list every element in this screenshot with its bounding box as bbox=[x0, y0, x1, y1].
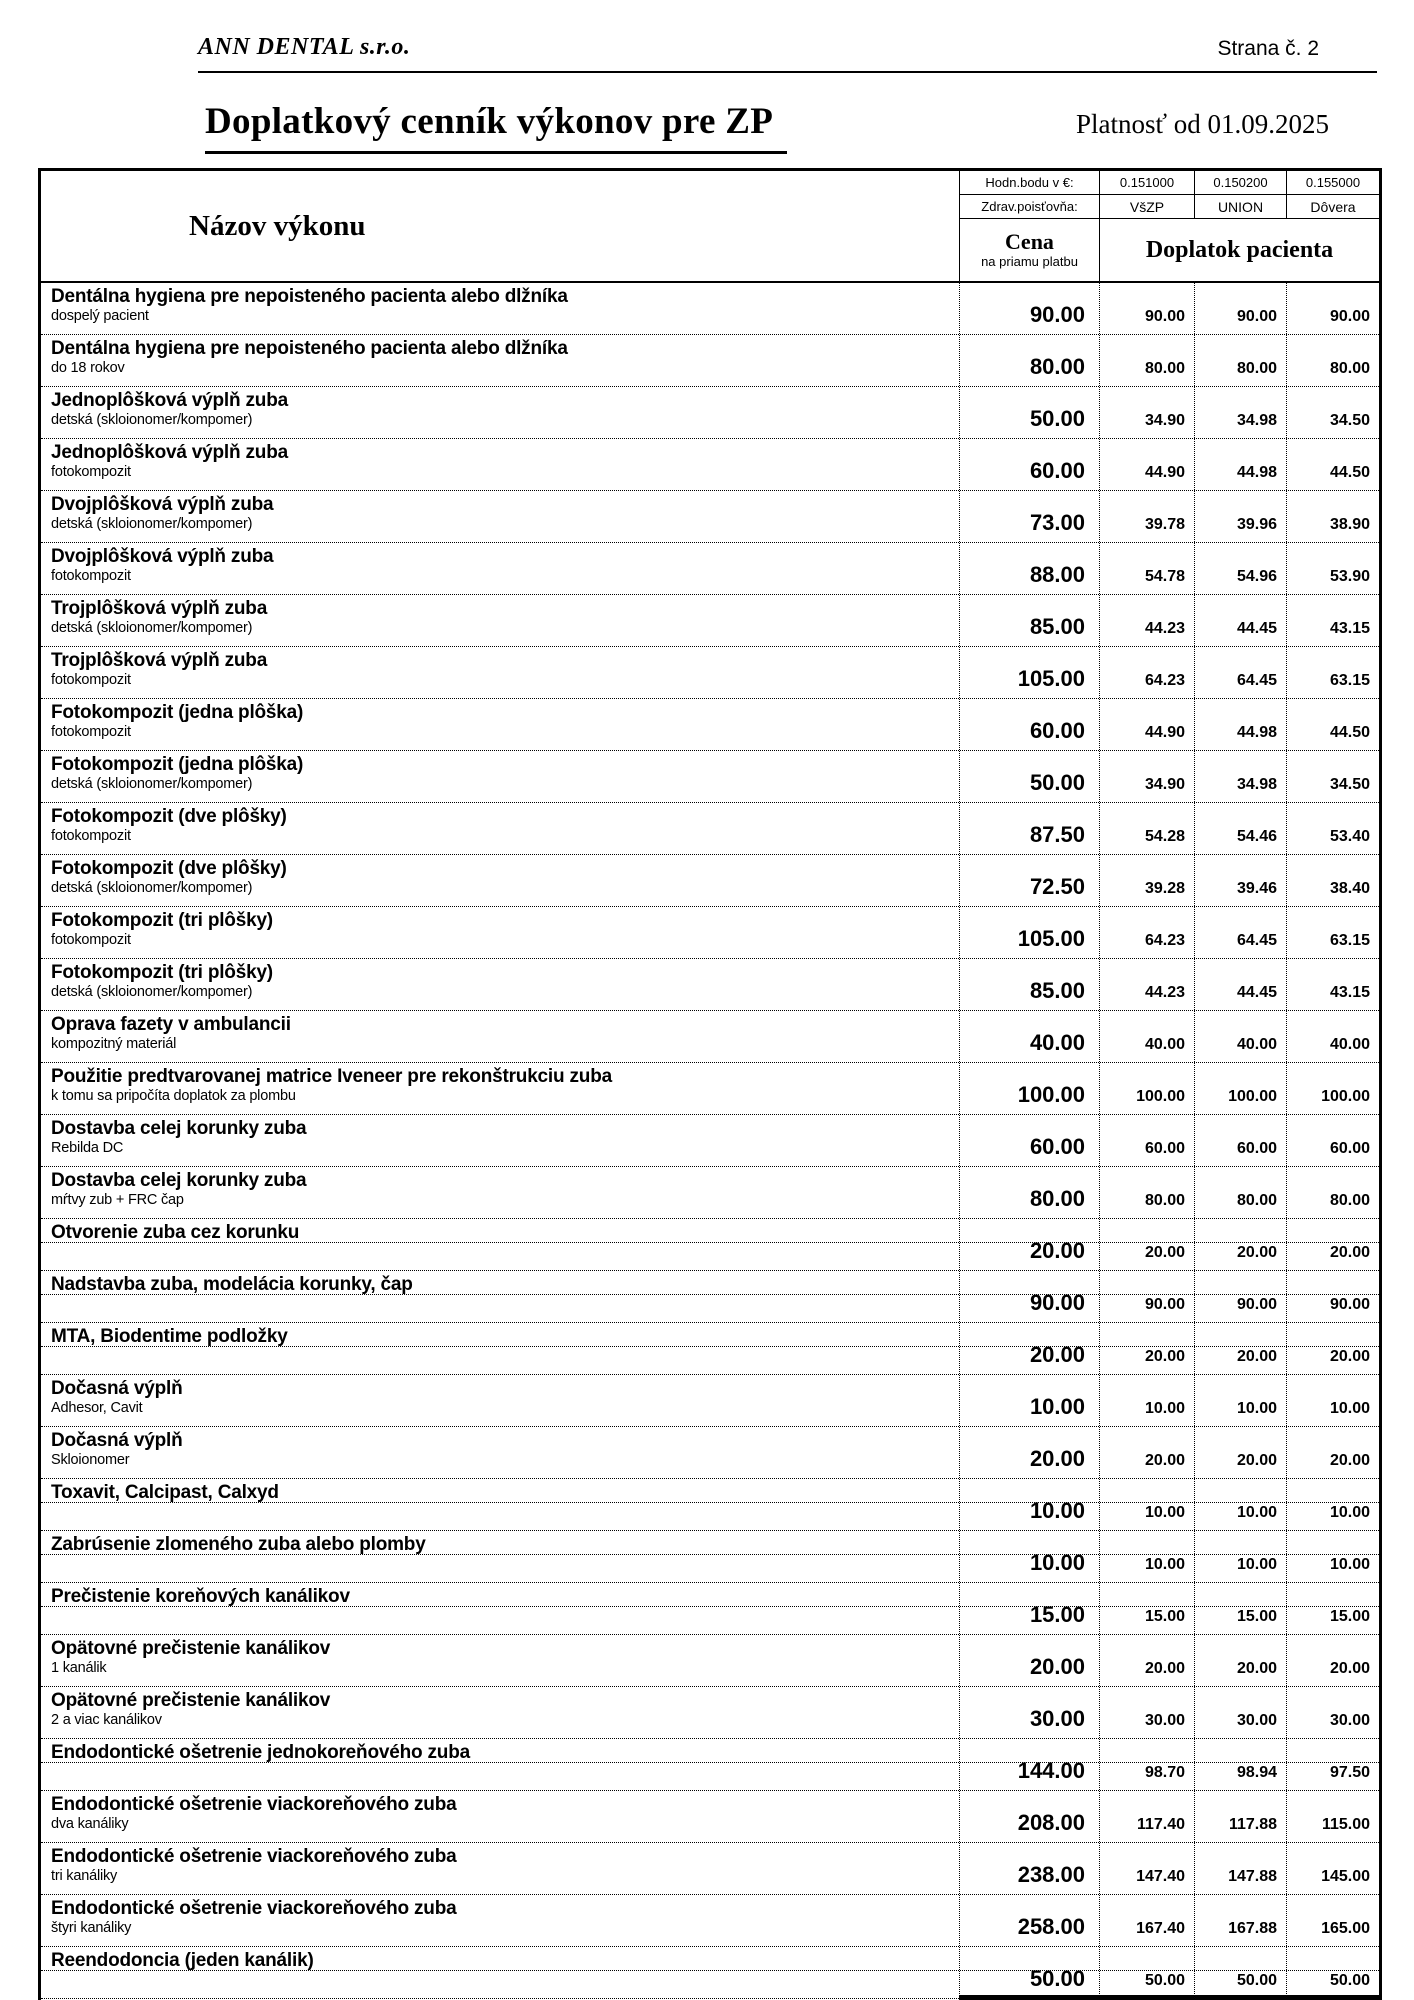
title-row bbox=[205, 100, 1329, 154]
price-direct-payment: 60.00 bbox=[959, 439, 1099, 490]
price-table-body bbox=[41, 283, 1379, 1999]
table-header bbox=[41, 171, 1379, 283]
procedure-name-cell bbox=[41, 855, 959, 906]
price-direct-payment: 15.00 bbox=[959, 1583, 1099, 1634]
procedure-name-cell bbox=[41, 1219, 959, 1270]
procedure-name: Toxavit, Calcipast, Calxyd bbox=[51, 1482, 279, 1503]
copay-vszp: 40.00 bbox=[1099, 1011, 1194, 1062]
column-header-direct-price bbox=[959, 219, 1099, 281]
copay-dovera: 10.00 bbox=[1286, 1531, 1379, 1582]
copay-vszp: 10.00 bbox=[1099, 1479, 1194, 1530]
page-header bbox=[198, 34, 1377, 73]
insurer-label: Zdrav.poisťovňa: bbox=[959, 195, 1099, 219]
column-header-procedure-name: Názov výkonu bbox=[189, 209, 366, 242]
copay-dovera: 80.00 bbox=[1286, 1167, 1379, 1218]
copay-vszp: 80.00 bbox=[1099, 335, 1194, 386]
copay-union: 100.00 bbox=[1194, 1063, 1286, 1114]
copay-vszp: 90.00 bbox=[1099, 1271, 1194, 1322]
price-direct-payment: 85.00 bbox=[959, 595, 1099, 646]
price-direct-payment: 73.00 bbox=[959, 491, 1099, 542]
copay-dovera: 44.50 bbox=[1286, 699, 1379, 750]
price-direct-payment: 85.00 bbox=[959, 959, 1099, 1010]
price-direct-payment: 90.00 bbox=[959, 283, 1099, 334]
procedure-name-cell bbox=[41, 1375, 959, 1426]
copay-dovera: 50.00 bbox=[1286, 1947, 1379, 1998]
copay-union: 39.96 bbox=[1194, 491, 1286, 542]
procedure-name-cell bbox=[41, 491, 959, 542]
price-table bbox=[38, 168, 1382, 2000]
procedure-subtitle: štyri kanáliky bbox=[51, 1920, 132, 1937]
procedure-name-cell bbox=[41, 335, 959, 386]
procedure-name: Dočasná výplň bbox=[51, 1378, 183, 1399]
copay-vszp: 10.00 bbox=[1099, 1531, 1194, 1582]
copay-union: 60.00 bbox=[1194, 1115, 1286, 1166]
price-direct-payment: 90.00 bbox=[959, 1271, 1099, 1322]
copay-dovera: 40.00 bbox=[1286, 1011, 1379, 1062]
price-direct-payment: 87.50 bbox=[959, 803, 1099, 854]
procedure-subtitle: fotokompozit bbox=[51, 932, 131, 949]
table-row bbox=[41, 1635, 1379, 1687]
procedure-name-cell bbox=[41, 699, 959, 750]
copay-union: 10.00 bbox=[1194, 1531, 1286, 1582]
copay-dovera: 53.90 bbox=[1286, 543, 1379, 594]
insurer-vszp: VšZP bbox=[1099, 195, 1194, 219]
table-row bbox=[41, 1843, 1379, 1895]
procedure-name: Fotokompozit (dve plôšky) bbox=[51, 806, 287, 827]
table-row bbox=[41, 1895, 1379, 1947]
copay-dovera: 34.50 bbox=[1286, 387, 1379, 438]
price-direct-payment: 10.00 bbox=[959, 1375, 1099, 1426]
procedure-name-cell bbox=[41, 1531, 959, 1582]
copay-vszp: 100.00 bbox=[1099, 1063, 1194, 1114]
copay-dovera: 63.15 bbox=[1286, 907, 1379, 958]
procedure-name-cell bbox=[41, 1843, 959, 1894]
copay-union: 30.00 bbox=[1194, 1687, 1286, 1738]
table-row bbox=[41, 1167, 1379, 1219]
copay-dovera: 145.00 bbox=[1286, 1843, 1379, 1894]
procedure-subtitle: Adhesor, Cavit bbox=[51, 1400, 143, 1417]
copay-union: 80.00 bbox=[1194, 335, 1286, 386]
price-direct-payment: 50.00 bbox=[959, 1947, 1099, 1998]
procedure-name-cell bbox=[41, 1687, 959, 1738]
procedure-subtitle: fotokompozit bbox=[51, 568, 131, 585]
copay-union: 64.45 bbox=[1194, 647, 1286, 698]
copay-dovera: 115.00 bbox=[1286, 1791, 1379, 1842]
procedure-name-cell bbox=[41, 647, 959, 698]
copay-vszp: 147.40 bbox=[1099, 1843, 1194, 1894]
price-direct-payment: 80.00 bbox=[959, 335, 1099, 386]
price-direct-payment: 72.50 bbox=[959, 855, 1099, 906]
price-direct-payment: 258.00 bbox=[959, 1895, 1099, 1946]
copay-vszp: 50.00 bbox=[1099, 1947, 1194, 1998]
procedure-name: Endodontické ošetrenie viackoreňového zuba bbox=[51, 1898, 457, 1919]
table-row bbox=[41, 595, 1379, 647]
copay-vszp: 39.78 bbox=[1099, 491, 1194, 542]
procedure-name: Trojplôšková výplň zuba bbox=[51, 598, 268, 619]
procedure-name: Fotokompozit (dve plôšky) bbox=[51, 858, 287, 879]
copay-union: 40.00 bbox=[1194, 1011, 1286, 1062]
copay-vszp: 44.90 bbox=[1099, 439, 1194, 490]
copay-vszp: 20.00 bbox=[1099, 1427, 1194, 1478]
copay-vszp: 20.00 bbox=[1099, 1635, 1194, 1686]
procedure-subtitle: k tomu sa pripočíta doplatok za plombu bbox=[51, 1088, 296, 1105]
price-direct-payment: 60.00 bbox=[959, 1115, 1099, 1166]
copay-union: 90.00 bbox=[1194, 1271, 1286, 1322]
table-row bbox=[41, 1219, 1379, 1271]
table-row bbox=[41, 699, 1379, 751]
procedure-name: Fotokompozit (jedna plôška) bbox=[51, 702, 304, 723]
price-direct-payment: 100.00 bbox=[959, 1063, 1099, 1114]
procedure-name-cell bbox=[41, 439, 959, 490]
table-row bbox=[41, 387, 1379, 439]
procedure-name: Zabrúsenie zlomeného zuba alebo plomby bbox=[51, 1534, 426, 1555]
copay-vszp: 117.40 bbox=[1099, 1791, 1194, 1842]
validity-date: Platnosť od 01.09.2025 bbox=[1075, 109, 1329, 139]
copay-vszp: 10.00 bbox=[1099, 1375, 1194, 1426]
procedure-name-cell bbox=[41, 1635, 959, 1686]
table-row bbox=[41, 335, 1379, 387]
procedure-name: Dočasná výplň bbox=[51, 1430, 183, 1451]
copay-vszp: 39.28 bbox=[1099, 855, 1194, 906]
procedure-subtitle: dospelý pacient bbox=[51, 308, 149, 325]
procedure-name: Oprava fazety v ambulancii bbox=[51, 1014, 291, 1035]
table-row bbox=[41, 1687, 1379, 1739]
copay-vszp: 64.23 bbox=[1099, 647, 1194, 698]
table-row bbox=[41, 283, 1379, 335]
copay-union: 20.00 bbox=[1194, 1427, 1286, 1478]
copay-dovera: 20.00 bbox=[1286, 1323, 1379, 1374]
copay-union: 39.46 bbox=[1194, 855, 1286, 906]
direct-price-sublabel: na priamu platbu bbox=[981, 253, 1078, 269]
copay-dovera: 43.15 bbox=[1286, 595, 1379, 646]
procedure-name: Fotokompozit (tri plôšky) bbox=[51, 910, 273, 931]
procedure-name: Dostavba celej korunky zuba bbox=[51, 1170, 307, 1191]
procedure-subtitle: fotokompozit bbox=[51, 724, 131, 741]
procedure-name: Otvorenie zuba cez korunku bbox=[51, 1222, 300, 1243]
procedure-name-cell bbox=[41, 1271, 959, 1322]
price-direct-payment: 105.00 bbox=[959, 647, 1099, 698]
table-row bbox=[41, 907, 1379, 959]
point-value-label: Hodn.bodu v €: bbox=[959, 171, 1099, 195]
table-row bbox=[41, 1271, 1379, 1323]
copay-dovera: 20.00 bbox=[1286, 1427, 1379, 1478]
table-row bbox=[41, 1323, 1379, 1375]
copay-union: 44.45 bbox=[1194, 959, 1286, 1010]
table-row bbox=[41, 1115, 1379, 1167]
procedure-name-cell bbox=[41, 1895, 959, 1946]
price-direct-payment: 30.00 bbox=[959, 1687, 1099, 1738]
copay-vszp: 80.00 bbox=[1099, 1167, 1194, 1218]
copay-dovera: 90.00 bbox=[1286, 283, 1379, 334]
copay-union: 34.98 bbox=[1194, 751, 1286, 802]
copay-union: 20.00 bbox=[1194, 1635, 1286, 1686]
procedure-name-cell bbox=[41, 1739, 959, 1790]
procedure-name-cell bbox=[41, 595, 959, 646]
copay-dovera: 100.00 bbox=[1286, 1063, 1379, 1114]
price-direct-payment: 238.00 bbox=[959, 1843, 1099, 1894]
copay-union: 15.00 bbox=[1194, 1583, 1286, 1634]
insurer-union: UNION bbox=[1194, 195, 1286, 219]
procedure-name: Dostavba celej korunky zuba bbox=[51, 1118, 307, 1139]
procedure-name-cell bbox=[41, 1167, 959, 1218]
price-direct-payment: 80.00 bbox=[959, 1167, 1099, 1218]
procedure-name: Jednoplôšková výplň zuba bbox=[51, 442, 288, 463]
procedure-subtitle: do 18 rokov bbox=[51, 360, 125, 377]
procedure-subtitle: Skloionomer bbox=[51, 1452, 130, 1469]
copay-dovera: 165.00 bbox=[1286, 1895, 1379, 1946]
copay-union: 90.00 bbox=[1194, 283, 1286, 334]
copay-union: 34.98 bbox=[1194, 387, 1286, 438]
procedure-subtitle: detská (skloionomer/kompomer) bbox=[51, 412, 253, 429]
copay-dovera: 10.00 bbox=[1286, 1375, 1379, 1426]
price-direct-payment: 10.00 bbox=[959, 1479, 1099, 1530]
copay-dovera: 20.00 bbox=[1286, 1635, 1379, 1686]
procedure-name: Dvojplôšková výplň zuba bbox=[51, 494, 274, 515]
copay-union: 167.88 bbox=[1194, 1895, 1286, 1946]
copay-union: 50.00 bbox=[1194, 1947, 1286, 1998]
copay-dovera: 53.40 bbox=[1286, 803, 1379, 854]
price-direct-payment: 50.00 bbox=[959, 751, 1099, 802]
table-row bbox=[41, 1011, 1379, 1063]
copay-vszp: 64.23 bbox=[1099, 907, 1194, 958]
procedure-subtitle: 1 kanálik bbox=[51, 1660, 107, 1677]
procedure-name: Jednoplôšková výplň zuba bbox=[51, 390, 288, 411]
price-direct-payment: 40.00 bbox=[959, 1011, 1099, 1062]
price-direct-payment: 10.00 bbox=[959, 1531, 1099, 1582]
copay-vszp: 34.90 bbox=[1099, 387, 1194, 438]
copay-vszp: 44.23 bbox=[1099, 595, 1194, 646]
page-number: Strana č. 2 bbox=[1217, 37, 1319, 60]
copay-union: 44.45 bbox=[1194, 595, 1286, 646]
copay-union: 54.96 bbox=[1194, 543, 1286, 594]
table-row bbox=[41, 1947, 1379, 1999]
copay-union: 117.88 bbox=[1194, 1791, 1286, 1842]
procedure-name-cell bbox=[41, 907, 959, 958]
copay-dovera: 10.00 bbox=[1286, 1479, 1379, 1530]
table-row bbox=[41, 1791, 1379, 1843]
copay-vszp: 54.28 bbox=[1099, 803, 1194, 854]
price-direct-payment: 20.00 bbox=[959, 1427, 1099, 1478]
copay-vszp: 54.78 bbox=[1099, 543, 1194, 594]
table-row bbox=[41, 1375, 1379, 1427]
copay-vszp: 30.00 bbox=[1099, 1687, 1194, 1738]
procedure-subtitle: 2 a viac kanálikov bbox=[51, 1712, 162, 1729]
price-direct-payment: 208.00 bbox=[959, 1791, 1099, 1842]
procedure-name: Dentálna hygiena pre nepoisteného pacienta alebo dlžníka bbox=[51, 338, 568, 359]
copay-vszp: 20.00 bbox=[1099, 1219, 1194, 1270]
table-row bbox=[41, 439, 1379, 491]
table-row bbox=[41, 1531, 1379, 1583]
procedure-subtitle: detská (skloionomer/kompomer) bbox=[51, 516, 253, 533]
procedure-name: Opätovné prečistenie kanálikov bbox=[51, 1690, 331, 1711]
copay-vszp: 90.00 bbox=[1099, 283, 1194, 334]
price-direct-payment: 20.00 bbox=[959, 1635, 1099, 1686]
copay-dovera: 97.50 bbox=[1286, 1739, 1379, 1790]
procedure-name: Reendodoncia (jeden kanálik) bbox=[51, 1950, 314, 1971]
copay-dovera: 43.15 bbox=[1286, 959, 1379, 1010]
procedure-name-cell bbox=[41, 1427, 959, 1478]
procedure-name: Trojplôšková výplň zuba bbox=[51, 650, 268, 671]
procedure-subtitle: Rebilda DC bbox=[51, 1140, 124, 1157]
procedure-name: Fotokompozit (jedna plôška) bbox=[51, 754, 304, 775]
procedure-name: Dvojplôšková výplň zuba bbox=[51, 546, 274, 567]
table-row bbox=[41, 803, 1379, 855]
price-direct-payment: 60.00 bbox=[959, 699, 1099, 750]
copay-dovera: 60.00 bbox=[1286, 1115, 1379, 1166]
copay-union: 20.00 bbox=[1194, 1219, 1286, 1270]
procedure-name-cell bbox=[41, 1947, 959, 1998]
procedure-subtitle: kompozitný materiál bbox=[51, 1036, 177, 1053]
copay-vszp: 98.70 bbox=[1099, 1739, 1194, 1790]
copay-union: 44.98 bbox=[1194, 439, 1286, 490]
procedure-subtitle: fotokompozit bbox=[51, 828, 131, 845]
copay-vszp: 20.00 bbox=[1099, 1323, 1194, 1374]
copay-dovera: 38.40 bbox=[1286, 855, 1379, 906]
copay-union: 147.88 bbox=[1194, 1843, 1286, 1894]
procedure-name: Použitie predtvarovanej matrice Iveneer pre rekonštrukciu zuba bbox=[51, 1066, 612, 1087]
copay-dovera: 44.50 bbox=[1286, 439, 1379, 490]
procedure-name: Dentálna hygiena pre nepoisteného pacienta alebo dlžníka bbox=[51, 286, 568, 307]
copay-dovera: 90.00 bbox=[1286, 1271, 1379, 1322]
price-direct-payment: 88.00 bbox=[959, 543, 1099, 594]
copay-vszp: 15.00 bbox=[1099, 1583, 1194, 1634]
table-row bbox=[41, 491, 1379, 543]
table-row bbox=[41, 1063, 1379, 1115]
copay-vszp: 44.23 bbox=[1099, 959, 1194, 1010]
price-direct-payment: 105.00 bbox=[959, 907, 1099, 958]
table-row bbox=[41, 1739, 1379, 1791]
point-value-dovera: 0.155000 bbox=[1286, 171, 1379, 195]
table-row bbox=[41, 1583, 1379, 1635]
copay-union: 54.46 bbox=[1194, 803, 1286, 854]
procedure-name: Opätovné prečistenie kanálikov bbox=[51, 1638, 331, 1659]
point-value-union: 0.150200 bbox=[1194, 171, 1286, 195]
copay-union: 10.00 bbox=[1194, 1375, 1286, 1426]
document-title: Doplatkový cenník výkonov pre ZP bbox=[205, 100, 787, 154]
procedure-subtitle: fotokompozit bbox=[51, 672, 131, 689]
procedure-name: Endodontické ošetrenie viackoreňového zuba bbox=[51, 1794, 457, 1815]
procedure-subtitle: detská (skloionomer/kompomer) bbox=[51, 620, 253, 637]
page-bottom-scan-edge bbox=[959, 1995, 1379, 2000]
copay-vszp: 34.90 bbox=[1099, 751, 1194, 802]
procedure-name: Endodontické ošetrenie jednokoreňového zuba bbox=[51, 1742, 470, 1763]
procedure-name: Fotokompozit (tri plôšky) bbox=[51, 962, 273, 983]
procedure-name-cell bbox=[41, 387, 959, 438]
procedure-name-cell bbox=[41, 283, 959, 334]
copay-union: 44.98 bbox=[1194, 699, 1286, 750]
procedure-subtitle: detská (skloionomer/kompomer) bbox=[51, 776, 253, 793]
procedure-name-cell bbox=[41, 959, 959, 1010]
table-row bbox=[41, 751, 1379, 803]
copay-union: 80.00 bbox=[1194, 1167, 1286, 1218]
procedure-name-cell bbox=[41, 803, 959, 854]
procedure-name-cell bbox=[41, 1479, 959, 1530]
table-row bbox=[41, 647, 1379, 699]
procedure-name-cell bbox=[41, 1011, 959, 1062]
copay-dovera: 38.90 bbox=[1286, 491, 1379, 542]
procedure-subtitle: tri kanáliky bbox=[51, 1868, 118, 1885]
procedure-subtitle: dva kanáliky bbox=[51, 1816, 129, 1833]
price-direct-payment: 144.00 bbox=[959, 1739, 1099, 1790]
copay-dovera: 63.15 bbox=[1286, 647, 1379, 698]
procedure-name-cell bbox=[41, 1063, 959, 1114]
procedure-name: Prečistenie koreňových kanálikov bbox=[51, 1586, 350, 1607]
column-header-patient-copay: Doplatok pacienta bbox=[1099, 219, 1379, 281]
copay-union: 98.94 bbox=[1194, 1739, 1286, 1790]
table-row bbox=[41, 959, 1379, 1011]
procedure-name-cell bbox=[41, 1323, 959, 1374]
price-direct-payment: 50.00 bbox=[959, 387, 1099, 438]
procedure-subtitle: detská (skloionomer/kompomer) bbox=[51, 880, 253, 897]
company-name: ANN DENTAL s.r.o. bbox=[198, 34, 411, 60]
procedure-subtitle: mŕtvy zub + FRC čap bbox=[51, 1192, 184, 1209]
procedure-name: Endodontické ošetrenie viackoreňového zuba bbox=[51, 1846, 457, 1867]
copay-dovera: 15.00 bbox=[1286, 1583, 1379, 1634]
copay-union: 20.00 bbox=[1194, 1323, 1286, 1374]
procedure-subtitle: fotokompozit bbox=[51, 464, 131, 481]
table-row bbox=[41, 1427, 1379, 1479]
procedure-name-cell bbox=[41, 1791, 959, 1842]
procedure-name-cell bbox=[41, 1115, 959, 1166]
copay-vszp: 44.90 bbox=[1099, 699, 1194, 750]
price-direct-payment: 20.00 bbox=[959, 1323, 1099, 1374]
procedure-name: MTA, Biodentime podložky bbox=[51, 1326, 288, 1347]
procedure-name-cell bbox=[41, 543, 959, 594]
price-direct-payment: 20.00 bbox=[959, 1219, 1099, 1270]
copay-dovera: 20.00 bbox=[1286, 1219, 1379, 1270]
copay-dovera: 34.50 bbox=[1286, 751, 1379, 802]
direct-price-label: Cena bbox=[1005, 228, 1054, 254]
copay-dovera: 30.00 bbox=[1286, 1687, 1379, 1738]
copay-union: 10.00 bbox=[1194, 1479, 1286, 1530]
copay-vszp: 60.00 bbox=[1099, 1115, 1194, 1166]
procedure-name-cell bbox=[41, 751, 959, 802]
table-row bbox=[41, 543, 1379, 595]
point-value-vszp: 0.151000 bbox=[1099, 171, 1194, 195]
table-row bbox=[41, 855, 1379, 907]
procedure-subtitle: detská (skloionomer/kompomer) bbox=[51, 984, 253, 1001]
table-row bbox=[41, 1479, 1379, 1531]
copay-vszp: 167.40 bbox=[1099, 1895, 1194, 1946]
procedure-name-cell bbox=[41, 1583, 959, 1634]
copay-union: 64.45 bbox=[1194, 907, 1286, 958]
insurer-dovera: Dôvera bbox=[1286, 195, 1379, 219]
copay-dovera: 80.00 bbox=[1286, 335, 1379, 386]
procedure-name: Nadstavba zuba, modelácia korunky, čap bbox=[51, 1274, 413, 1295]
